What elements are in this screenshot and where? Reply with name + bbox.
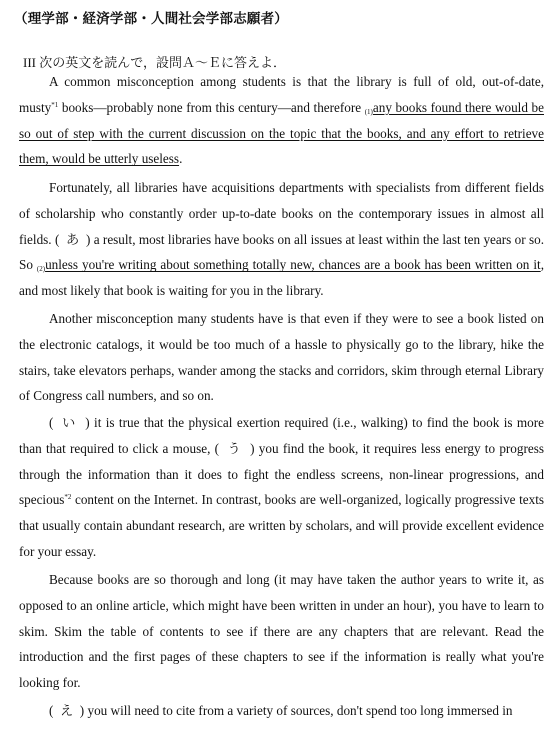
blank-i: い <box>53 415 86 430</box>
question-marker: (1) <box>364 107 373 116</box>
paragraph-4: ( い ) it is true that the physical exertion required (i.e., walking) to find the book is more than that required to click a mouse, ( う ) you find the book, it requires less energy to progress through the information than it does to fight the endless screens, non-linear progressions, and specious$^{*2}$ content on the Internet. In contrast, books are well-organized, logically progressive texts that usually contain abundant research, are written by scholars, and will provide excellent evidence for your essay. <box>19 415 545 559</box>
blank-u: う <box>219 440 251 456</box>
underlined-passage-2: unless you're writing about something totally new, chances are a book has been written on it <box>45 257 541 273</box>
underlined-passage-1: any books found there would be so out of step with the current discussion on the topic that the books, and any effort to retrieve them, would be utterly useless <box>19 99 544 167</box>
footnote-marker: *1 <box>51 100 59 109</box>
exam-header: （理学部・経済学部・人間社会学部志願者） <box>14 11 288 27</box>
footnote-marker: *2 <box>64 493 72 502</box>
blank-e: え <box>53 703 80 718</box>
paragraph-2: Fortunately, all libraries have acquisitions departments with specialists from different fields of scholarship who constantly order up-to-date books on the contemporary issues in almost all fields. ( あ ) a result, most libraries have books on all issues at least within the last ten years or so. So $_{(2)}$unless you're writing about something totally new, chances are a book has been written on it, and most likely that book is waiting for you in the library. <box>19 180 544 299</box>
paragraph-3: Another misconception many students have is that even if they were to see a book listed on the electronic catalogs, it would be too much of a hassle to physically go to the library, hike the stairs, take elevators perhaps, wander among the stacks and corridors, skim through eternal Library of Congress call numbers, and so on. <box>19 311 544 404</box>
paragraph-1: A common misconception among students is that the library is full of old, out-of-date, musty$^{*1}$ books—probably none from this century—and therefore $_{(1)}$any books found there would be so out of step with the current discussion on the topic that the books, and any effort to retrieve them, would be utterly useless. <box>19 74 544 167</box>
question-marker: (2) <box>36 265 46 274</box>
section-title: III 次の英文を読んで，設問Ａ～Ｅに答えよ． <box>23 55 286 70</box>
paragraph-6: ( え ) you will need to cite from a variety of sources, don't spend too long immersed in <box>49 703 513 718</box>
blank-a: あ <box>59 231 86 247</box>
paragraph-5: Because books are so thorough and long (it may have taken the author years to write it, as opposed to an online article, which might have been written in under an hour), you have to learn to skim. Skim the table of contents to see if there are any chapters that are relevant. Read the introduction and the first pages of these chapters to see if the information is really what you're looking for. <box>19 572 544 691</box>
